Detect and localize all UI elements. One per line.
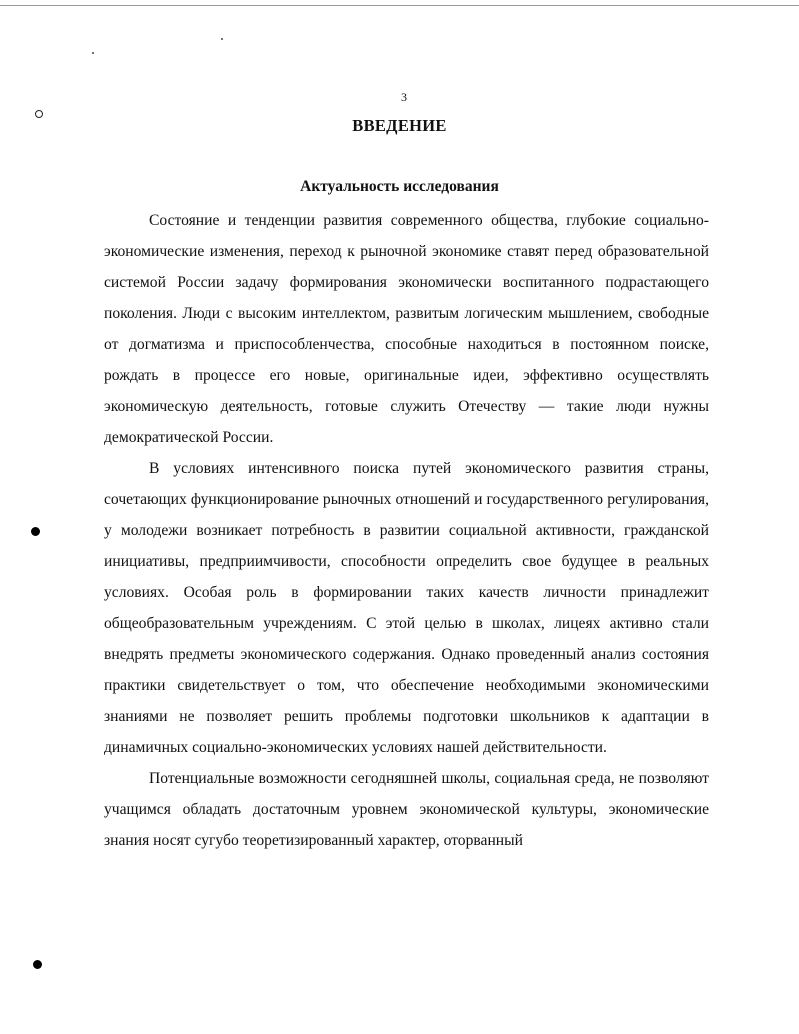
section-title: Актуальность исследования [300, 178, 499, 195]
paragraph: Состояние и тенденции развития современного общества, глубокие социально-экономические изменения, переход к рыночной экономике ставят перед образовательной системой России задачу формирования экономически воспитанного подрастающего поколения. Люди с высоким интеллектом, развитым логическим мышлением, свободные от догматизма и приспособленчества, способные находиться в постоянном поиске, рождать в процессе его новые, оригинальные идеи, эффективно осуществлять экономическую деятельность, готовые служить Отечеству — такие люди нужны демократической России. [104, 212, 709, 446]
scan-border-line [0, 5, 799, 6]
scan-speck [221, 38, 223, 40]
body-text [104, 205, 709, 856]
binding-hole-mark [33, 960, 42, 969]
chapter-title: ВВЕДЕНИЕ [352, 116, 447, 135]
paragraph: Потенциальные возможности сегодняшней школы, социальная среда, не позволяют учащимся обладать достаточным уровнем экономической культуры, экономические знания носят сугубо теоретизированный характер, оторванный [104, 770, 709, 849]
paragraph: В условиях интенсивного поиска путей экономического развития страны, сочетающих функционирование рыночных отношений и государственного регулирования, у молодежи возникает потребность в развитии социальной активности, гражданской инициативы, предприимчивости, способности определить свое будущее в реальных условиях. Особая роль в формировании таких качеств личности принадлежит общеобразовательным учреждениям. С этой целью в школах, лицеях активно стали внедрять предметы экономического содержания. Однако проведенный анализ состояния практики свидетельствует о том, что обеспечение необходимыми экономическими знаниями не позволяет решить проблемы подготовки школьников к адаптации в динамичных социально-экономических условиях нашей действительности. [104, 460, 709, 756]
binding-hole-mark [31, 527, 40, 536]
page-number: 3 [401, 90, 407, 104]
scan-speck [92, 52, 94, 54]
